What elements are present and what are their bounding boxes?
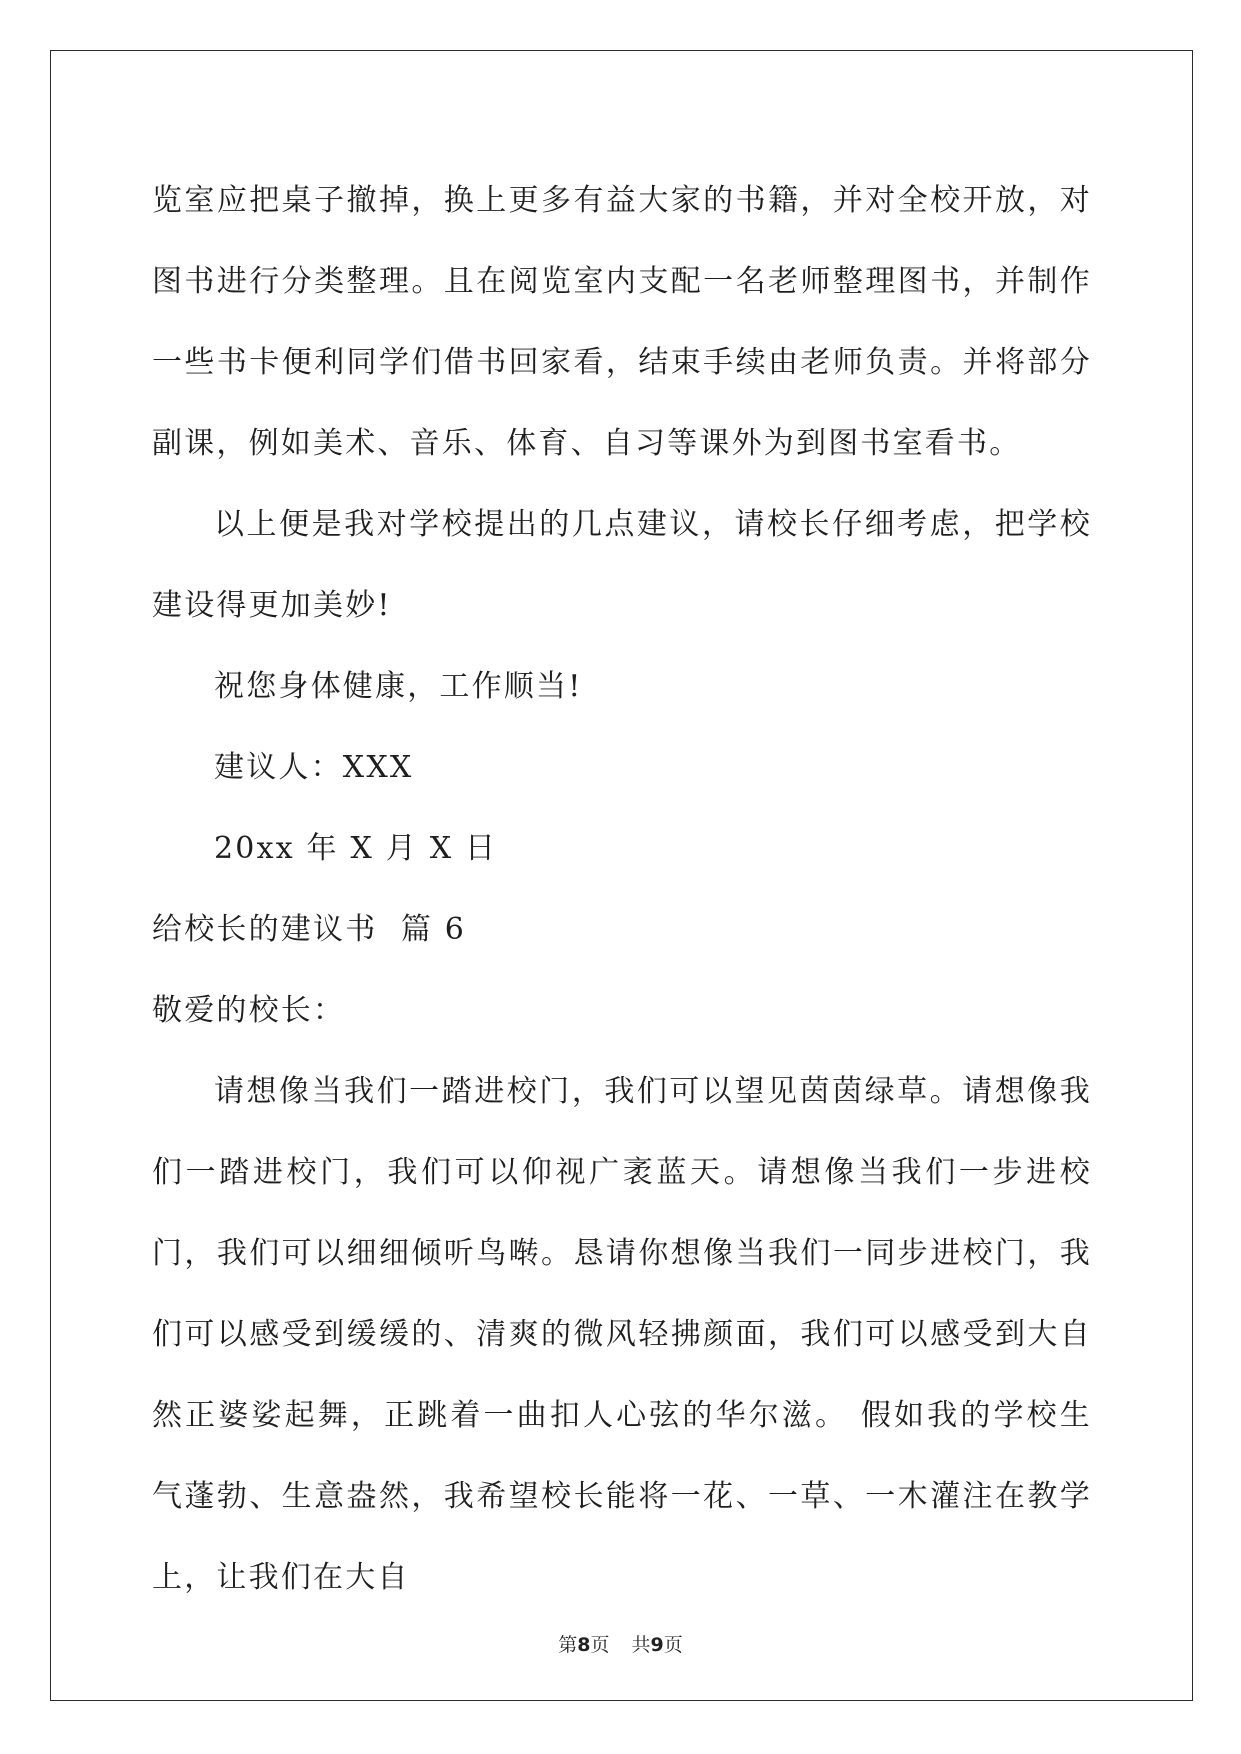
total-pages: 9 [650, 1634, 664, 1656]
page-footer [0, 1630, 1241, 1657]
page-prefix: 第 [558, 1634, 578, 1656]
paragraph-library: 览室应把桌子撤掉，换上更多有益大家的书籍，并对全校开放，对图书进行分类整理。且在阅览室内支配一名老师整理图书，并制作一些书卡便利同学们借书回家看，结束手续由老师负责。并将部分副课，例如美术、音乐、体育、自习等课外为到图书室看书。 [152, 183, 1092, 461]
salutation: 敬爱的校长： [152, 993, 346, 1028]
total-prefix: 共 [631, 1634, 651, 1656]
page-suffix: 页 [590, 1634, 610, 1656]
paragraph-summary: 以上便是我对学校提出的几点建议，请校长仔细考虑，把学校建设得更加美妙! [152, 507, 1092, 623]
letter-date: 20xx 年 X 月 X 日 [214, 831, 498, 866]
section-title: 给校长的建议书 篇 6 [152, 912, 467, 947]
closing-wish: 祝您身体健康，工作顺当! [214, 669, 583, 704]
signer: 建议人：XXX [214, 750, 414, 785]
document-body [152, 160, 1092, 1618]
page-number: 8 [577, 1634, 591, 1656]
paragraph-imagine: 请想像当我们一踏进校门，我们可以望见茵茵绿草。请想像我们一踏进校门，我们可以仰视广袤蓝天。请想像当我们一步进校门，我们可以细细倾听鸟啭。恳请你想像当我们一同步进校门，我们可以感受到缓缓的、清爽的微风轻拂颜面，我们可以感受到大自然正婆娑起舞，正跳着一曲扣人心弦的华尔滋。 假如我的学校生气蓬勃、生意盎然，我希望校长能将一花、一草、一木灌注在教学上，让我们在大自 [152, 1074, 1092, 1595]
total-suffix: 页 [663, 1634, 683, 1656]
